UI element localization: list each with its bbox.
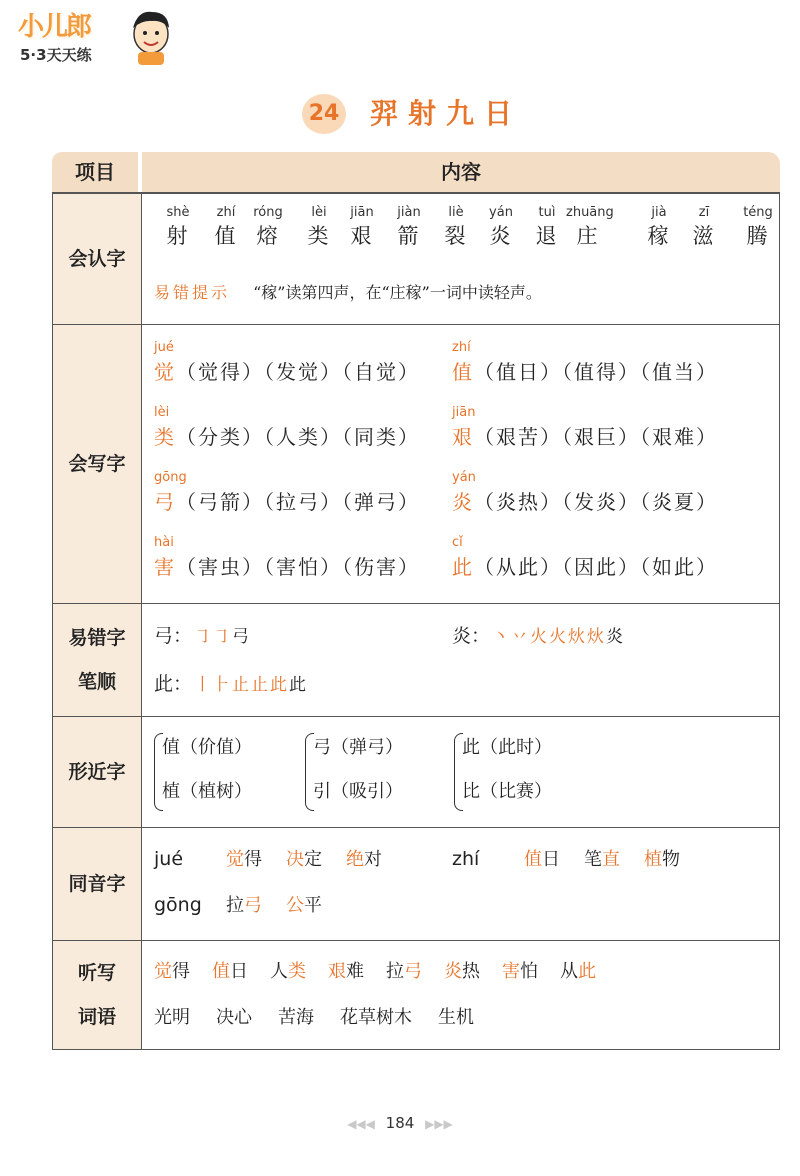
dictation-word <box>212 961 248 982</box>
hanzi-char: 射 <box>166 224 190 248</box>
pinyin-label: hài <box>154 535 174 550</box>
write-item <box>452 404 718 452</box>
write-item <box>452 339 718 387</box>
dictation-word <box>386 961 422 982</box>
stroke-head-char: 炎： <box>452 625 491 647</box>
hanzi-char: 滋 <box>692 224 716 248</box>
stroke-line <box>154 620 249 653</box>
pinyin-label: jiān <box>452 405 476 420</box>
recognize-char-cell <box>340 204 384 250</box>
stroke-head-char: 弓： <box>154 625 193 647</box>
write-line <box>452 487 718 517</box>
stroke-step: 此 <box>289 675 307 695</box>
dictation-char: 此 <box>578 961 596 982</box>
dictation-char: 弓 <box>404 961 422 982</box>
homophone-key-char: 拉 <box>226 895 244 916</box>
recognize-char-cell <box>682 204 726 250</box>
dictation-word: 花草树木 <box>340 1007 412 1028</box>
stroke-step: 止 <box>251 675 269 695</box>
homophone-word <box>524 849 560 870</box>
write-char: 值 <box>452 360 474 384</box>
stroke-step: 丶 <box>492 627 510 647</box>
recognize-char-cell <box>204 204 248 250</box>
homophone-other-char: 弓 <box>244 895 262 916</box>
pinyin-label: yán <box>489 205 513 220</box>
homophone-word <box>226 895 262 916</box>
write-words: （值日）（值得）（值当） <box>474 360 718 384</box>
recognize-char-cell <box>156 204 200 250</box>
page-footer <box>0 1114 800 1132</box>
similar-word: 比（比赛） <box>462 781 552 802</box>
stroke-step: 火 <box>549 627 567 647</box>
stroke-step: 炏 <box>587 627 605 647</box>
tip-text: “稼”读第四声，在“庄稼”一词中读轻声。 <box>253 283 542 302</box>
stroke-step: 此 <box>270 675 288 695</box>
row-recognize <box>53 194 779 325</box>
write-line <box>452 552 718 582</box>
write-words: （炎热）（发炎）（炎夏） <box>474 490 718 514</box>
write-words: （分类）（人类）（同类） <box>176 425 420 449</box>
recognize-char-cell <box>387 204 431 250</box>
pinyin-label: lèi <box>311 205 327 220</box>
pinyin-label: jià <box>651 205 667 220</box>
stroke-line <box>154 668 306 701</box>
stroke-step: 丷 <box>511 627 529 647</box>
recognize-char-cell <box>479 204 523 250</box>
write-item <box>154 534 420 582</box>
pinyin-label: gōng <box>154 470 187 485</box>
pinyin-label: jiān <box>350 205 374 220</box>
dictation-char: 艰 <box>328 961 346 982</box>
stroke-step: ㇆ <box>213 627 231 647</box>
homophone-line <box>452 842 704 877</box>
dictation-char: 怕 <box>520 961 538 982</box>
homophone-word <box>644 849 680 870</box>
row-dictation <box>53 941 779 1049</box>
dictation-label-line2: 词语 <box>77 1006 116 1028</box>
homophone-other-char: 得 <box>244 849 262 870</box>
homophone-line <box>154 842 406 877</box>
row-homophone <box>53 828 779 941</box>
recognize-char-cell <box>246 204 290 250</box>
homophone-key-char: 觉 <box>226 849 244 870</box>
similar-word: 植（植树） <box>162 781 252 802</box>
similar-word: 此（此时） <box>462 737 552 758</box>
dictation-word <box>270 961 306 982</box>
hanzi-char: 箭 <box>397 224 421 248</box>
pinyin-label: cǐ <box>452 535 463 550</box>
stroke-step: 火 <box>530 627 548 647</box>
write-char: 炎 <box>452 490 474 514</box>
write-words: （觉得）（发觉）（自觉） <box>176 360 420 384</box>
pinyin-label: zī <box>698 205 710 220</box>
write-line <box>154 422 420 452</box>
recognize-char-cell <box>434 204 478 250</box>
write-item <box>154 404 420 452</box>
write-char: 艰 <box>452 425 474 449</box>
homophone-word <box>286 849 322 870</box>
stroke-step: 炏 <box>568 627 586 647</box>
hanzi-char: 类 <box>307 224 331 248</box>
write-line <box>452 422 718 452</box>
homophone-word <box>226 849 262 870</box>
hanzi-char: 艰 <box>350 224 374 248</box>
similar-word: 引（吸引） <box>313 781 403 802</box>
mascot-boy-icon <box>128 8 174 66</box>
hanzi-char: 值 <box>214 224 238 248</box>
row-stroke <box>53 604 779 717</box>
dictation-char: 日 <box>230 961 248 982</box>
similar-word: 弓（弹弓） <box>313 737 403 758</box>
write-item <box>154 469 420 517</box>
homophone-other-char: 对 <box>364 849 382 870</box>
homophone-other-char: 定 <box>304 849 322 870</box>
brand-subtitle: 5·3天天练 <box>20 46 92 64</box>
pinyin-label: jiàn <box>397 205 421 220</box>
similar-body <box>142 717 779 827</box>
dictation-word: 决心 <box>216 1007 252 1028</box>
tip-label: 易错提示 <box>154 283 231 302</box>
dictation-char: 拉 <box>386 961 404 982</box>
tip-line <box>154 280 542 303</box>
recognize-char-cell <box>297 204 341 250</box>
dictation-word <box>502 961 538 982</box>
dictation-char: 热 <box>462 961 480 982</box>
recognize-char-cell <box>637 204 681 250</box>
hanzi-char: 炎 <box>489 224 513 248</box>
dictation-label-line1: 听写 <box>77 962 116 984</box>
homophone-other-char: 直 <box>602 849 620 870</box>
lesson-number-badge: 24 <box>302 94 346 134</box>
dictation-line-1 <box>154 955 618 989</box>
homophone-key-char: 公 <box>286 895 304 916</box>
header-item: 项目 <box>52 152 138 192</box>
recognize-char-cell <box>566 204 614 250</box>
dictation-char: 炎 <box>444 961 462 982</box>
dictation-word: 生机 <box>438 1007 474 1028</box>
dictation-body <box>142 941 779 1049</box>
homophone-other-char: 物 <box>662 849 680 870</box>
homophone-key-char: 笔 <box>584 849 602 870</box>
homophone-line <box>154 888 346 923</box>
stroke-step: 丨 <box>194 675 212 695</box>
table-header <box>52 152 780 192</box>
homophone-body <box>142 828 779 940</box>
hanzi-char: 腾 <box>746 224 770 248</box>
pinyin-label: jué <box>154 340 174 355</box>
hanzi-char: 熔 <box>256 224 280 248</box>
homophone-key-char: 决 <box>286 849 304 870</box>
stroke-head-char: 此： <box>154 673 193 695</box>
homophone-word <box>346 849 382 870</box>
brand-logo <box>18 6 178 68</box>
pinyin-label: tuì <box>538 205 556 220</box>
homophone-key-char: 植 <box>644 849 662 870</box>
homophone-word <box>584 849 620 870</box>
homophone-pinyin: jué <box>154 848 184 870</box>
write-body <box>142 325 779 603</box>
brand-name: 小儿郎 <box>18 12 91 42</box>
row-label-dictation <box>53 941 142 1049</box>
write-line <box>154 552 420 582</box>
stroke-step: 炎 <box>606 627 624 647</box>
write-line <box>452 357 718 387</box>
pinyin-label: téng <box>743 205 773 220</box>
dictation-word <box>444 961 480 982</box>
pinyin-label: shè <box>166 205 190 220</box>
write-words: （害虫）（害怕）（伤害） <box>176 555 420 579</box>
row-label-write: 会写字 <box>53 325 142 603</box>
lesson-table <box>52 152 780 1050</box>
dictation-char: 害 <box>502 961 520 982</box>
dictation-word: 苦海 <box>278 1007 314 1028</box>
stroke-step: 止 <box>232 675 250 695</box>
stroke-step: ⺊ <box>213 675 231 695</box>
dictation-word <box>328 961 364 982</box>
dictation-char: 类 <box>288 961 306 982</box>
hanzi-char: 庄 <box>576 224 600 248</box>
dictation-char: 从 <box>560 961 578 982</box>
next-arrows-icon: ▶▶▶ <box>425 1117 453 1131</box>
write-line <box>154 357 420 387</box>
recognize-body <box>142 194 779 324</box>
homophone-pinyin: gōng <box>154 894 202 916</box>
similar-word: 值（价值） <box>162 737 252 758</box>
dictation-char: 值 <box>212 961 230 982</box>
header-content: 内容 <box>142 152 780 192</box>
pinyin-label: liè <box>448 205 464 220</box>
dictation-char: 难 <box>346 961 364 982</box>
write-char: 觉 <box>154 360 176 384</box>
dictation-word <box>154 961 190 982</box>
stroke-body <box>142 604 779 716</box>
write-char: 害 <box>154 555 176 579</box>
pinyin-label: zhuāng <box>566 205 614 220</box>
hanzi-char: 裂 <box>444 224 468 248</box>
write-item <box>452 469 718 517</box>
homophone-word <box>286 895 322 916</box>
stroke-label-line2: 笔顺 <box>77 671 116 693</box>
dictation-char: 觉 <box>154 961 172 982</box>
dictation-word: 光明 <box>154 1007 190 1028</box>
homophone-other-char: 平 <box>304 895 322 916</box>
hanzi-char: 稼 <box>647 224 671 248</box>
write-item <box>452 534 718 582</box>
recognize-char-cell <box>736 204 780 250</box>
homophone-key-char: 值 <box>524 849 542 870</box>
homophone-key-char: 绝 <box>346 849 364 870</box>
lesson-title <box>0 92 800 136</box>
pinyin-label: róng <box>253 205 283 220</box>
prev-arrows-icon: ◀◀◀ <box>347 1117 375 1131</box>
dictation-line-2 <box>154 1001 500 1035</box>
write-item <box>154 339 420 387</box>
row-similar <box>53 717 779 828</box>
pinyin-label: zhí <box>452 340 471 355</box>
write-words: （艰苦）（艰巨）（艰难） <box>474 425 718 449</box>
homophone-other-char: 日 <box>542 849 560 870</box>
table-body <box>52 192 780 1050</box>
row-label-stroke <box>53 604 142 716</box>
write-char: 弓 <box>154 490 176 514</box>
write-words: （弓箭）（拉弓）（弹弓） <box>176 490 420 514</box>
homophone-pinyin: zhí <box>452 848 480 870</box>
stroke-label-line1: 易错字 <box>68 627 126 649</box>
dictation-char: 得 <box>172 961 190 982</box>
stroke-line <box>452 620 623 653</box>
write-line <box>154 487 420 517</box>
stroke-step: 弓 <box>232 627 250 647</box>
pinyin-label: zhí <box>216 205 236 220</box>
row-label-similar: 形近字 <box>53 717 142 827</box>
row-label-recognize: 会认字 <box>53 194 142 324</box>
stroke-step: ㇆ <box>194 627 212 647</box>
write-words: （从此）（因此）（如此） <box>474 555 718 579</box>
recognize-char-cell <box>525 204 569 250</box>
dictation-char: 人 <box>270 961 288 982</box>
write-char: 类 <box>154 425 176 449</box>
row-label-homophone: 同音字 <box>53 828 142 940</box>
page-number: 184 <box>385 1114 415 1132</box>
pinyin-label: yán <box>452 470 476 485</box>
row-write <box>53 325 779 604</box>
write-char: 此 <box>452 555 474 579</box>
dictation-word <box>560 961 596 982</box>
hanzi-char: 退 <box>535 224 559 248</box>
lesson-title-text: 羿射九日 <box>370 97 523 130</box>
pinyin-label: lèi <box>154 405 170 420</box>
